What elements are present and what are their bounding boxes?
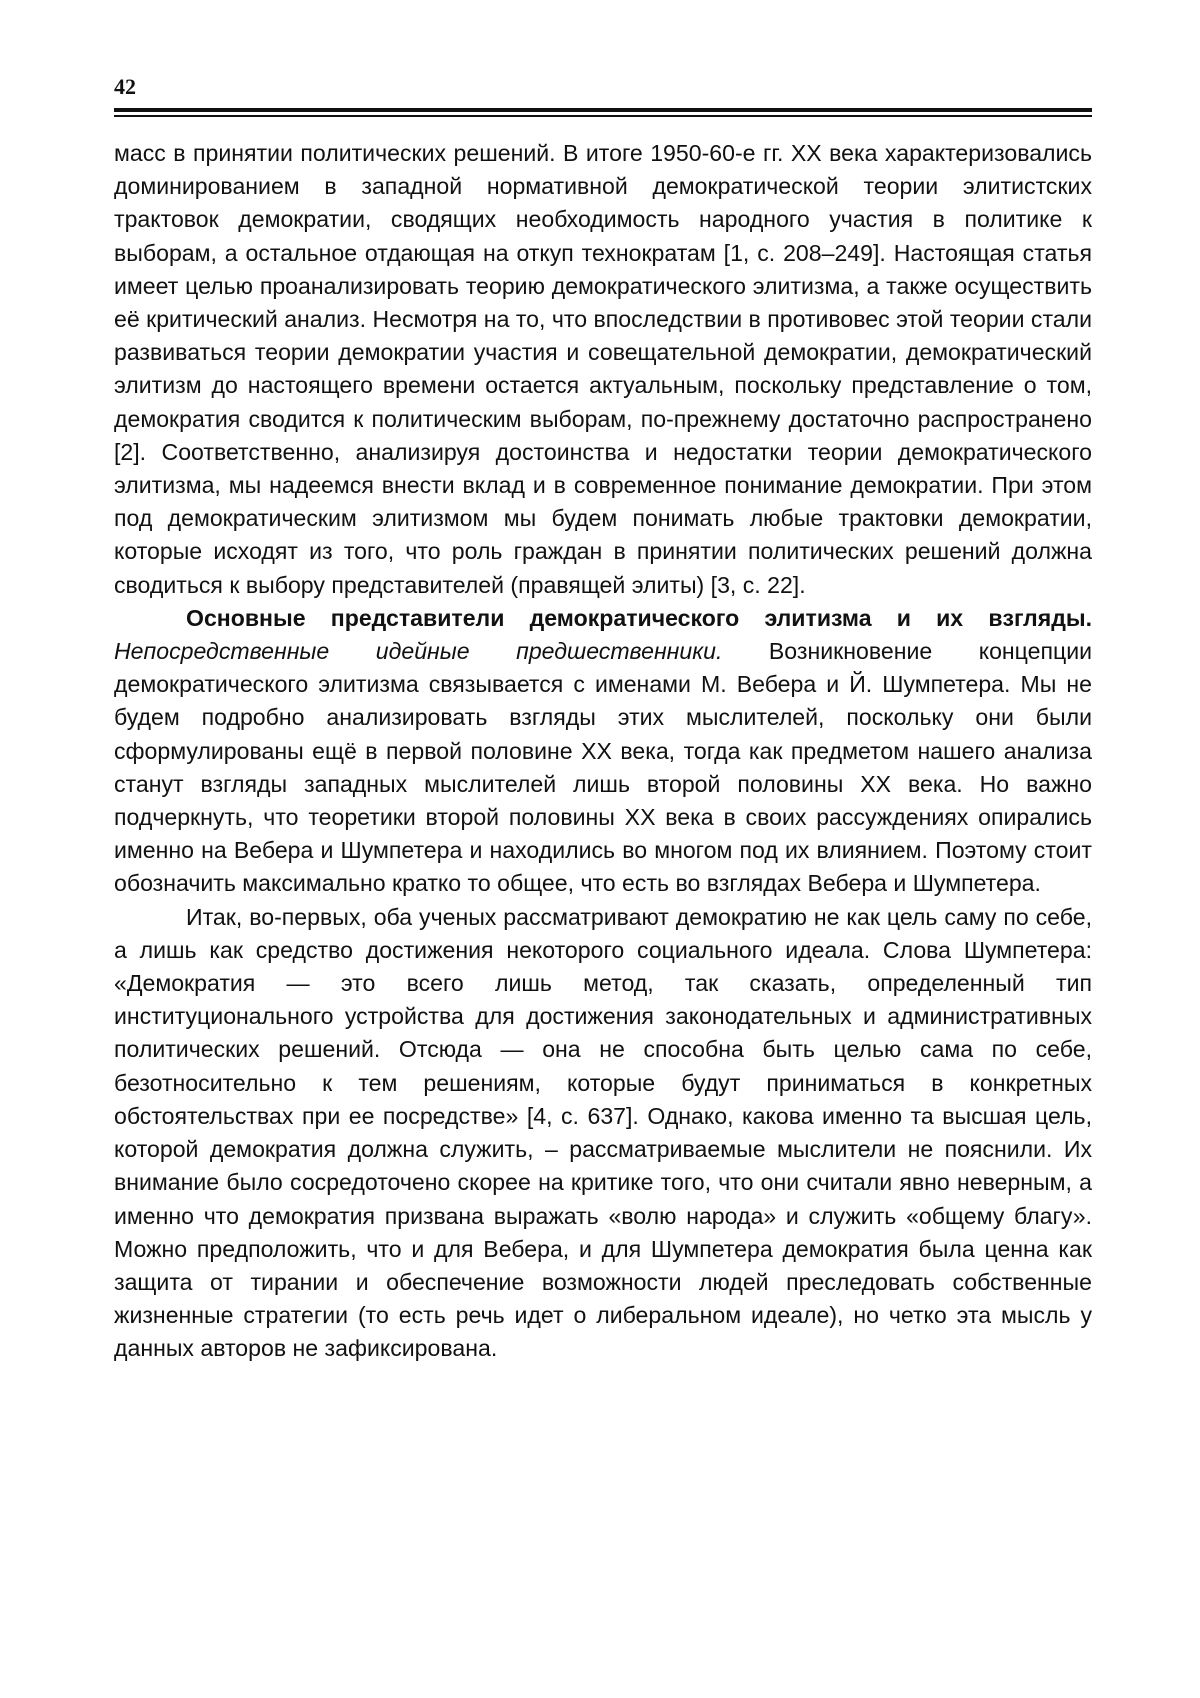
header-rule-thin bbox=[114, 115, 1092, 117]
paragraph-intro-continuation: масс в принятии политических решений. В итоге 1950-60-е гг. XX века характеризовались доминированием в западной нормативной демократической теории элитистских трактовок демократии, сводящих необходимость народного участия в политике к выборам, а остальное отдающая на откуп технократам [1, с. 208–249]. Настоящая статья имеет целью проанализировать теорию демократического элитизма, а также осуществить её критический анализ. Несмотря на то, что впоследствии в противовес этой теории стали развиваться теории демократии участия и совещательной демократии, демократический элитизм до настоящего времени остается актуальным, поскольку представление о том, демократия сводится к политическим выборам, по-прежнему достаточно распространено [2]. Соответственно, анализируя достоинства и недостатки теории демократического элитизма, мы надеемся внести вклад и в современное понимание демократии. При этом под демократическим элитизмом мы будем понимать любые трактовки демократии, которые исходят из того, что роль граждан в принятии политических решений должна сводиться к выбору представителей (правящей элиты) [3, с. 22]. bbox=[114, 140, 1092, 598]
section-heading: Основные представители демократического элитизма и их взгляды. bbox=[186, 604, 1092, 631]
paragraph-text: Возникновение концепции демократического элитизма связывается с именами М. Вебера и Й. Шумпетера. Мы не будем подробно анализировать взгляды этих мыслителей, поскольку они были сформулированы ещё в первой половине XX века, тогда как предметом нашего анализа станут взгляды западных мыслителей лишь второй половины XX века. Но важно подчеркнуть, что теоретики второй половины XX века в своих рассуждениях опирались именно на Вебера и Шумпетера и находились во многом под их влиянием. Поэтому стоит обозначить максимально кратко то общее, что есть во взглядах Вебера и Шумпетера. bbox=[114, 638, 1093, 897]
article-body bbox=[114, 137, 1092, 1366]
header-rule bbox=[114, 108, 1092, 112]
page-number: 42 bbox=[114, 74, 136, 99]
paragraph-section-start bbox=[114, 602, 1092, 901]
paragraph-schumpeter-weber: Итак, во-первых, оба ученых рассматривают демократию не как цель саму по себе, а лишь как средство достижения некоторого социального идеала. Слова Шумпетера: «Демократия — это всего лишь метод, так сказать, определенный тип институционального устройства для достижения законодательных и административных политических решений. Отсюда — она не способна быть целью сама по себе, безотносительно к тем решениям, которые будут приниматься в конкретных обстоятельствах при ее посредстве» [4, с. 637]. Однако, какова именно та высшая цель, которой демократия должна служить, – рассматриваемые мыслители не пояснили. Их внимание было сосредоточено скорее на критике того, что они считали явно неверным, а именно что демократия призвана выражать «волю народа» и служить «общему благу». Можно предположить, что и для Вебера, и для Шумпетера демократия была ценна как защита от тирании и обеспечение возможности людей преследовать собственные жизненные стратегии (то есть речь идет о либеральном идеале), но четко эта мысль у данных авторов не зафиксирована. bbox=[114, 903, 1092, 1362]
subsection-heading: Непосредственные идейные предшественники. bbox=[114, 638, 723, 665]
